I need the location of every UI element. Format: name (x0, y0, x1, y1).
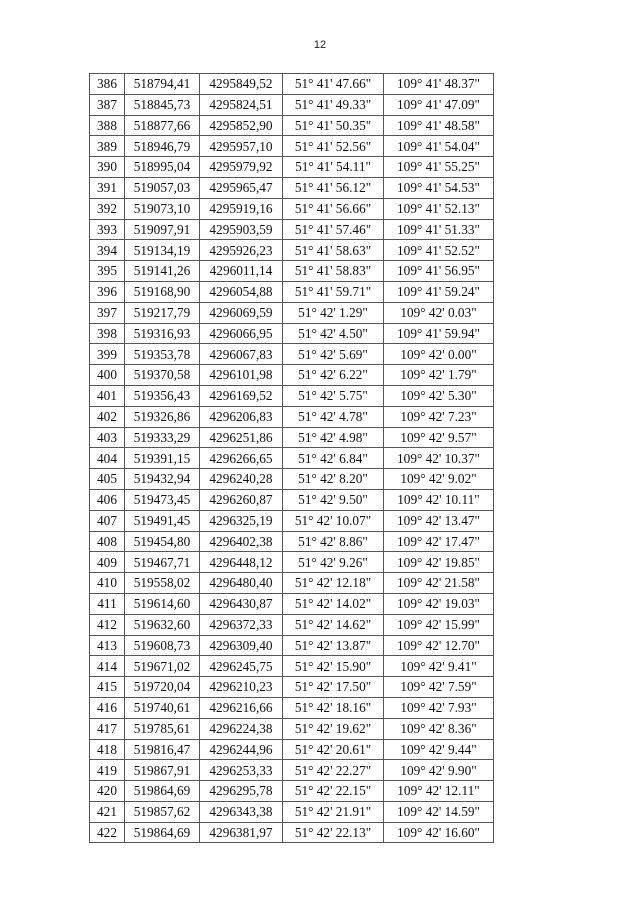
table-row (90, 739, 494, 760)
x-coordinate-cell: 519671,02 (125, 656, 200, 677)
point-number-cell: 410 (90, 573, 125, 594)
point-number-cell: 398 (90, 323, 125, 344)
latitude-cell: 51° 42' 6.84" (283, 448, 384, 469)
y-coordinate-cell: 4295849,52 (200, 74, 283, 95)
latitude-cell: 51° 41' 56.12" (283, 177, 384, 198)
x-coordinate-cell: 519097,91 (125, 219, 200, 240)
table-row (90, 385, 494, 406)
x-coordinate-cell: 519785,61 (125, 718, 200, 739)
x-coordinate-cell: 519491,45 (125, 510, 200, 531)
x-coordinate-cell: 519632,60 (125, 614, 200, 635)
point-number-cell: 387 (90, 94, 125, 115)
point-number-cell: 420 (90, 781, 125, 802)
table-row (90, 760, 494, 781)
y-coordinate-cell: 4296266,65 (200, 448, 283, 469)
point-number-cell: 412 (90, 614, 125, 635)
point-number-cell: 413 (90, 635, 125, 656)
table-row (90, 74, 494, 95)
x-coordinate-cell: 518995,04 (125, 157, 200, 178)
latitude-cell: 51° 42' 9.50" (283, 489, 384, 510)
latitude-cell: 51° 42' 4.98" (283, 427, 384, 448)
y-coordinate-cell: 4296216,66 (200, 697, 283, 718)
longitude-cell: 109° 41' 54.53" (384, 177, 494, 198)
x-coordinate-cell: 519432,94 (125, 469, 200, 490)
latitude-cell: 51° 42' 14.62" (283, 614, 384, 635)
latitude-cell: 51° 41' 52.56" (283, 136, 384, 157)
y-coordinate-cell: 4296066,95 (200, 323, 283, 344)
point-number-cell: 390 (90, 157, 125, 178)
latitude-cell: 51° 42' 17.50" (283, 677, 384, 698)
table-row (90, 697, 494, 718)
longitude-cell: 109° 42' 21.58" (384, 573, 494, 594)
latitude-cell: 51° 41' 47.66" (283, 74, 384, 95)
x-coordinate-cell: 519816,47 (125, 739, 200, 760)
longitude-cell: 109° 41' 52.13" (384, 198, 494, 219)
x-coordinate-cell: 519391,15 (125, 448, 200, 469)
x-coordinate-cell: 519134,19 (125, 240, 200, 261)
table-row (90, 656, 494, 677)
latitude-cell: 51° 42' 4.50" (283, 323, 384, 344)
point-number-cell: 422 (90, 822, 125, 843)
y-coordinate-cell: 4296295,78 (200, 781, 283, 802)
latitude-cell: 51° 42' 14.02" (283, 593, 384, 614)
latitude-cell: 51° 42' 10.07" (283, 510, 384, 531)
y-coordinate-cell: 4296054,88 (200, 281, 283, 302)
table-row (90, 344, 494, 365)
y-coordinate-cell: 4296260,87 (200, 489, 283, 510)
table-row (90, 718, 494, 739)
longitude-cell: 109° 42' 9.90" (384, 760, 494, 781)
longitude-cell: 109° 42' 0.03" (384, 302, 494, 323)
latitude-cell: 51° 41' 50.35" (283, 115, 384, 136)
point-number-cell: 411 (90, 593, 125, 614)
x-coordinate-cell: 519356,43 (125, 385, 200, 406)
longitude-cell: 109° 42' 1.79" (384, 365, 494, 386)
table-row (90, 157, 494, 178)
longitude-cell: 109° 42' 7.93" (384, 697, 494, 718)
table-row (90, 136, 494, 157)
latitude-cell: 51° 41' 54.11" (283, 157, 384, 178)
longitude-cell: 109° 41' 51.33" (384, 219, 494, 240)
latitude-cell: 51° 41' 58.63" (283, 240, 384, 261)
y-coordinate-cell: 4296381,97 (200, 822, 283, 843)
longitude-cell: 109° 42' 7.59" (384, 677, 494, 698)
point-number-cell: 404 (90, 448, 125, 469)
y-coordinate-cell: 4296372,33 (200, 614, 283, 635)
y-coordinate-cell: 4296343,38 (200, 801, 283, 822)
table-row (90, 552, 494, 573)
table-row (90, 531, 494, 552)
longitude-cell: 109° 42' 12.11" (384, 781, 494, 802)
table-row (90, 781, 494, 802)
longitude-cell: 109° 41' 55.25" (384, 157, 494, 178)
longitude-cell: 109° 42' 7.23" (384, 406, 494, 427)
longitude-cell: 109° 42' 10.11" (384, 489, 494, 510)
longitude-cell: 109° 42' 9.44" (384, 739, 494, 760)
coordinates-table-body (90, 74, 494, 843)
x-coordinate-cell: 519857,62 (125, 801, 200, 822)
longitude-cell: 109° 42' 19.03" (384, 593, 494, 614)
point-number-cell: 394 (90, 240, 125, 261)
point-number-cell: 397 (90, 302, 125, 323)
table-row (90, 94, 494, 115)
latitude-cell: 51° 42' 18.16" (283, 697, 384, 718)
y-coordinate-cell: 4296011,14 (200, 261, 283, 282)
y-coordinate-cell: 4296067,83 (200, 344, 283, 365)
point-number-cell: 403 (90, 427, 125, 448)
table-row (90, 177, 494, 198)
longitude-cell: 109° 42' 19.85" (384, 552, 494, 573)
x-coordinate-cell: 519333,29 (125, 427, 200, 448)
x-coordinate-cell: 519467,71 (125, 552, 200, 573)
point-number-cell: 388 (90, 115, 125, 136)
point-number-cell: 414 (90, 656, 125, 677)
table-row (90, 801, 494, 822)
point-number-cell: 415 (90, 677, 125, 698)
y-coordinate-cell: 4296448,12 (200, 552, 283, 573)
y-coordinate-cell: 4295824,51 (200, 94, 283, 115)
y-coordinate-cell: 4295926,23 (200, 240, 283, 261)
latitude-cell: 51° 41' 57.46" (283, 219, 384, 240)
x-coordinate-cell: 519864,69 (125, 781, 200, 802)
y-coordinate-cell: 4296253,33 (200, 760, 283, 781)
y-coordinate-cell: 4296224,38 (200, 718, 283, 739)
latitude-cell: 51° 41' 49.33" (283, 94, 384, 115)
y-coordinate-cell: 4296430,87 (200, 593, 283, 614)
longitude-cell: 109° 42' 9.02" (384, 469, 494, 490)
table-row (90, 115, 494, 136)
longitude-cell: 109° 42' 8.36" (384, 718, 494, 739)
point-number-cell: 418 (90, 739, 125, 760)
table-row (90, 406, 494, 427)
table-row (90, 448, 494, 469)
x-coordinate-cell: 519217,79 (125, 302, 200, 323)
latitude-cell: 51° 42' 8.20" (283, 469, 384, 490)
table-row (90, 614, 494, 635)
point-number-cell: 406 (90, 489, 125, 510)
x-coordinate-cell: 519370,58 (125, 365, 200, 386)
latitude-cell: 51° 41' 58.83" (283, 261, 384, 282)
table-row (90, 822, 494, 843)
longitude-cell: 109° 41' 54.04" (384, 136, 494, 157)
point-number-cell: 405 (90, 469, 125, 490)
latitude-cell: 51° 42' 13.87" (283, 635, 384, 656)
latitude-cell: 51° 41' 59.71" (283, 281, 384, 302)
table-row (90, 469, 494, 490)
table-row (90, 261, 494, 282)
table-row (90, 489, 494, 510)
point-number-cell: 393 (90, 219, 125, 240)
latitude-cell: 51° 42' 6.22" (283, 365, 384, 386)
table-row (90, 635, 494, 656)
longitude-cell: 109° 42' 15.99" (384, 614, 494, 635)
table-row (90, 593, 494, 614)
table-row (90, 219, 494, 240)
longitude-cell: 109° 42' 12.70" (384, 635, 494, 656)
point-number-cell: 417 (90, 718, 125, 739)
latitude-cell: 51° 42' 22.27" (283, 760, 384, 781)
x-coordinate-cell: 518845,73 (125, 94, 200, 115)
x-coordinate-cell: 519168,90 (125, 281, 200, 302)
latitude-cell: 51° 42' 21.91" (283, 801, 384, 822)
latitude-cell: 51° 42' 20.61" (283, 739, 384, 760)
x-coordinate-cell: 519720,04 (125, 677, 200, 698)
point-number-cell: 396 (90, 281, 125, 302)
y-coordinate-cell: 4295903,59 (200, 219, 283, 240)
y-coordinate-cell: 4296240,28 (200, 469, 283, 490)
longitude-cell: 109° 42' 9.57" (384, 427, 494, 448)
y-coordinate-cell: 4295965,47 (200, 177, 283, 198)
y-coordinate-cell: 4295957,10 (200, 136, 283, 157)
longitude-cell: 109° 41' 48.37" (384, 74, 494, 95)
x-coordinate-cell: 519454,80 (125, 531, 200, 552)
latitude-cell: 51° 42' 15.90" (283, 656, 384, 677)
longitude-cell: 109° 42' 5.30" (384, 385, 494, 406)
x-coordinate-cell: 519864,69 (125, 822, 200, 843)
x-coordinate-cell: 519073,10 (125, 198, 200, 219)
x-coordinate-cell: 518877,66 (125, 115, 200, 136)
table-row (90, 240, 494, 261)
y-coordinate-cell: 4296101,98 (200, 365, 283, 386)
y-coordinate-cell: 4295919,16 (200, 198, 283, 219)
longitude-cell: 109° 42' 13.47" (384, 510, 494, 531)
longitude-cell: 109° 41' 48.58" (384, 115, 494, 136)
y-coordinate-cell: 4296309,40 (200, 635, 283, 656)
latitude-cell: 51° 42' 19.62" (283, 718, 384, 739)
x-coordinate-cell: 519057,03 (125, 177, 200, 198)
y-coordinate-cell: 4296210,23 (200, 677, 283, 698)
table-row (90, 573, 494, 594)
y-coordinate-cell: 4296169,52 (200, 385, 283, 406)
point-number-cell: 391 (90, 177, 125, 198)
x-coordinate-cell: 519608,73 (125, 635, 200, 656)
longitude-cell: 109° 41' 47.09" (384, 94, 494, 115)
y-coordinate-cell: 4296069,59 (200, 302, 283, 323)
latitude-cell: 51° 42' 5.69" (283, 344, 384, 365)
point-number-cell: 416 (90, 697, 125, 718)
y-coordinate-cell: 4296206,83 (200, 406, 283, 427)
x-coordinate-cell: 519353,78 (125, 344, 200, 365)
table-row (90, 365, 494, 386)
latitude-cell: 51° 42' 8.86" (283, 531, 384, 552)
latitude-cell: 51° 41' 56.66" (283, 198, 384, 219)
table-row (90, 427, 494, 448)
longitude-cell: 109° 42' 16.60" (384, 822, 494, 843)
table-row (90, 302, 494, 323)
point-number-cell: 400 (90, 365, 125, 386)
longitude-cell: 109° 42' 9.41" (384, 656, 494, 677)
x-coordinate-cell: 519614,60 (125, 593, 200, 614)
point-number-cell: 399 (90, 344, 125, 365)
table-row (90, 281, 494, 302)
y-coordinate-cell: 4296244,96 (200, 739, 283, 760)
y-coordinate-cell: 4296251,86 (200, 427, 283, 448)
table-row (90, 198, 494, 219)
x-coordinate-cell: 519141,26 (125, 261, 200, 282)
longitude-cell: 109° 41' 59.94" (384, 323, 494, 344)
y-coordinate-cell: 4296245,75 (200, 656, 283, 677)
x-coordinate-cell: 518794,41 (125, 74, 200, 95)
point-number-cell: 386 (90, 74, 125, 95)
longitude-cell: 109° 42' 10.37" (384, 448, 494, 469)
page-number: 12 (313, 39, 327, 51)
longitude-cell: 109° 41' 56.95" (384, 261, 494, 282)
y-coordinate-cell: 4295979,92 (200, 157, 283, 178)
point-number-cell: 419 (90, 760, 125, 781)
longitude-cell: 109° 42' 17.47" (384, 531, 494, 552)
latitude-cell: 51° 42' 22.13" (283, 822, 384, 843)
point-number-cell: 395 (90, 261, 125, 282)
point-number-cell: 402 (90, 406, 125, 427)
point-number-cell: 408 (90, 531, 125, 552)
longitude-cell: 109° 42' 0.00" (384, 344, 494, 365)
point-number-cell: 389 (90, 136, 125, 157)
latitude-cell: 51° 42' 4.78" (283, 406, 384, 427)
x-coordinate-cell: 519473,45 (125, 489, 200, 510)
latitude-cell: 51° 42' 22.15" (283, 781, 384, 802)
y-coordinate-cell: 4296480,40 (200, 573, 283, 594)
x-coordinate-cell: 519326,86 (125, 406, 200, 427)
latitude-cell: 51° 42' 1.29" (283, 302, 384, 323)
latitude-cell: 51° 42' 12.18" (283, 573, 384, 594)
longitude-cell: 109° 41' 59.24" (384, 281, 494, 302)
x-coordinate-cell: 519740,61 (125, 697, 200, 718)
table-row (90, 323, 494, 344)
x-coordinate-cell: 519316,93 (125, 323, 200, 344)
x-coordinate-cell: 519558,02 (125, 573, 200, 594)
longitude-cell: 109° 42' 14.59" (384, 801, 494, 822)
latitude-cell: 51° 42' 5.75" (283, 385, 384, 406)
point-number-cell: 407 (90, 510, 125, 531)
point-number-cell: 392 (90, 198, 125, 219)
longitude-cell: 109° 41' 52.52" (384, 240, 494, 261)
point-number-cell: 409 (90, 552, 125, 573)
y-coordinate-cell: 4295852,90 (200, 115, 283, 136)
x-coordinate-cell: 519867,91 (125, 760, 200, 781)
point-number-cell: 401 (90, 385, 125, 406)
table-row (90, 677, 494, 698)
table-row (90, 510, 494, 531)
latitude-cell: 51° 42' 9.26" (283, 552, 384, 573)
point-number-cell: 421 (90, 801, 125, 822)
coordinates-table (89, 73, 494, 843)
y-coordinate-cell: 4296325,19 (200, 510, 283, 531)
x-coordinate-cell: 518946,79 (125, 136, 200, 157)
y-coordinate-cell: 4296402,38 (200, 531, 283, 552)
